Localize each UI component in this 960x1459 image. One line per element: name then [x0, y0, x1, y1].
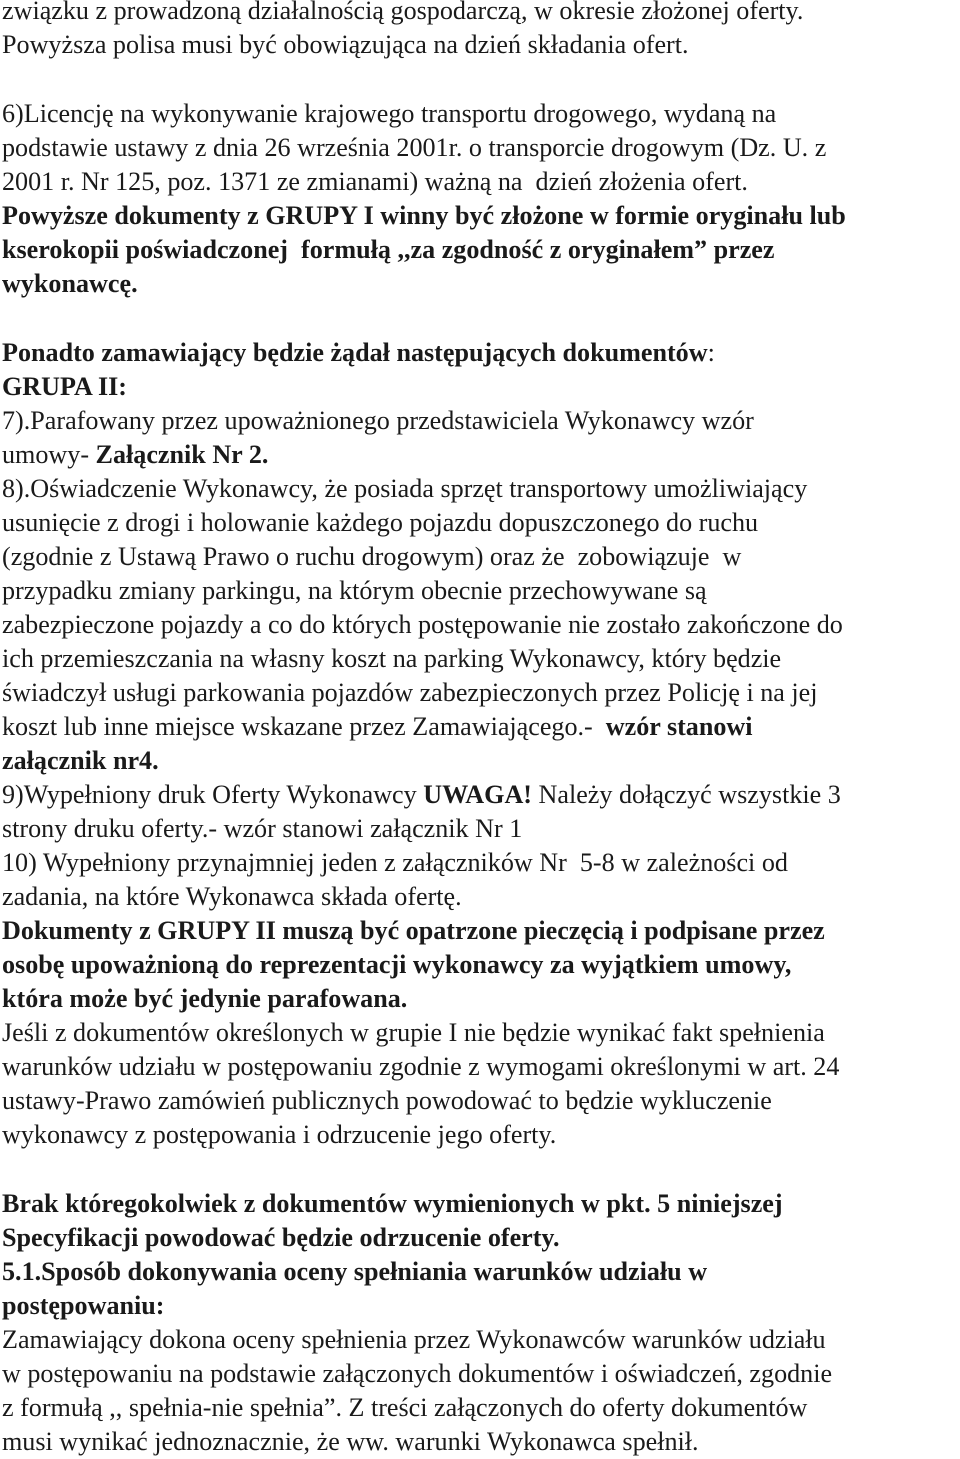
text-span: warunków udziału w postępowaniu zgodnie z wymogami określonymi w art. 24 [2, 1052, 840, 1081]
text-line [2, 846, 957, 880]
text-line [2, 267, 957, 301]
bold-text: osobę upoważnioną do reprezentacji wykonawcy za wyjątkiem umowy, [2, 950, 792, 979]
bold-text: Dokumenty z GRUPY II muszą być opatrzone pieczęcią i podpisane przez [2, 916, 825, 945]
text-line [2, 1425, 957, 1459]
text-line [2, 1255, 957, 1289]
text-line [2, 506, 957, 540]
bold-text: postępowaniu: [2, 1291, 165, 1320]
text-line [2, 1118, 957, 1152]
text-span: 10) Wypełniony przynajmniej jeden z załączników Nr 5-8 w zależności od [2, 848, 788, 877]
text-span: Powyższa polisa musi być obowiązująca na dzień składania ofert. [2, 30, 689, 59]
text-line [2, 676, 957, 710]
text-line [2, 812, 957, 846]
text-span: 6)Licencję na wykonywanie krajowego transportu drogowego, wydaną na [2, 99, 777, 128]
text-span: podstawie ustawy z dnia 26 września 2001r. o transporcie drogowym (Dz. U. z [2, 133, 827, 162]
bold-text: wzór stanowi [599, 712, 753, 741]
text-span: musi wynikać jednoznacznie, że ww. warunki Wykonawca spełnił. [2, 1427, 699, 1456]
text-span: (zgodnie z Ustawą Prawo o ruchu drogowym) oraz że zobowiązuje w [2, 542, 742, 571]
text-line [2, 710, 957, 744]
bold-text: Specyfikacji powodować będzie odrzucenie oferty. [2, 1223, 560, 1252]
text-line [2, 0, 957, 28]
text-line [2, 982, 957, 1016]
text-line [2, 233, 957, 267]
text-span: wykonawcy z postępowania i odrzucenie jego oferty. [2, 1120, 557, 1149]
text-line [2, 165, 957, 199]
text-span: strony druku oferty.- wzór stanowi załącznik Nr 1 [2, 814, 523, 843]
text-span: 8).Oświadczenie Wykonawcy, że posiada sprzęt transportowy umożliwiający [2, 474, 808, 503]
text-line [2, 1187, 957, 1221]
text-span: przypadku zmiany parkingu, na którym obecnie przechowywane są [2, 576, 707, 605]
text-span: związku z prowadzoną działalnością gospodarczą, w okresie złożonej oferty. [2, 0, 804, 25]
bold-text: Brak któregokolwiek z dokumentów wymienionych w pkt. 5 niniejszej [2, 1189, 783, 1218]
text-line [2, 472, 957, 506]
text-line [2, 1323, 957, 1357]
text-line [2, 1289, 957, 1323]
bold-text: 5.1.Sposób dokonywania oceny spełniania warunków udziału w [2, 1257, 708, 1286]
text-span: usunięcie z drogi i holowanie każdego pojazdu dopuszczonego do ruchu [2, 508, 759, 537]
text-line [2, 28, 957, 62]
text-span: w postępowaniu na podstawie załączonych dokumentów i oświadczeń, zgodnie [2, 1359, 833, 1388]
bold-text: wykonawcę. [2, 269, 138, 298]
text-line [2, 1084, 957, 1118]
text-line [2, 1357, 957, 1391]
bold-text: Załącznik Nr 2. [95, 440, 269, 469]
text-span: umowy- [2, 440, 96, 469]
text-span: Zamawiający dokona oceny spełnienia przez Wykonawców warunków udziału [2, 1325, 826, 1354]
text-line [2, 199, 957, 233]
text-span: ustawy-Prawo zamówień publicznych powodować to będzie wykluczenie [2, 1086, 772, 1115]
text-line [2, 336, 957, 370]
text-line [2, 131, 957, 165]
bold-text: która może być jedynie parafowana. [2, 984, 408, 1013]
text-line [2, 404, 957, 438]
text-span: 2001 r. Nr 125, poz. 1371 ze zmianami) ważną na dzień złożenia ofert. [2, 167, 748, 196]
text-line [2, 97, 957, 131]
text-line [2, 1221, 957, 1255]
bold-text: kserokopii poświadczonej formułą ,,za zgodność z oryginałem” przez [2, 235, 775, 264]
text-line [2, 778, 957, 812]
text-line [2, 608, 957, 642]
text-span: z formułą ,, spełnia-nie spełnia”. Z treści załączonych do oferty dokumentów [2, 1393, 808, 1422]
text-span: zadania, na które Wykonawca składa ofertę. [2, 882, 462, 911]
text-line [2, 642, 957, 676]
text-span: 7).Parafowany przez upoważnionego przedstawiciela Wykonawcy wzór [2, 406, 754, 435]
text-line [2, 370, 957, 404]
text-span: Należy dołączyć wszystkie 3 [531, 780, 841, 809]
text-span: 9)Wypełniony druk Oferty Wykonawcy [2, 780, 424, 809]
text-line [2, 1050, 957, 1084]
bold-text: Powyższe dokumenty z GRUPY I winny być złożone w formie oryginału lub [2, 201, 846, 230]
bold-text: GRUPA II: [2, 372, 127, 401]
bold-text: UWAGA! [423, 780, 532, 809]
text-line [2, 1391, 957, 1425]
text-line [2, 1016, 957, 1050]
text-line [2, 948, 957, 982]
text-span: koszt lub inne miejsce wskazane przez Zamawiającego.- [2, 712, 600, 741]
text-line [2, 744, 957, 778]
text-line [2, 880, 957, 914]
text-line [2, 574, 957, 608]
text-line [2, 540, 957, 574]
text-line [2, 438, 957, 472]
text-span: zabezpieczone pojazdy a co do których postępowanie nie zostało zakończone do [2, 610, 843, 639]
text-span: : [707, 338, 715, 367]
bold-text: Ponadto zamawiający będzie żądał następujących dokumentów [2, 338, 708, 367]
text-span: Jeśli z dokumentów określonych w grupie I nie będzie wynikać fakt spełnienia [2, 1018, 825, 1047]
text-line [2, 914, 957, 948]
text-span: świadczył usługi parkowania pojazdów zabezpieczonych przez Policję i na jej [2, 678, 818, 707]
bold-text: załącznik nr4. [2, 746, 159, 775]
text-span: ich przemieszczania na własny koszt na parking Wykonawcy, który będzie [2, 644, 782, 673]
